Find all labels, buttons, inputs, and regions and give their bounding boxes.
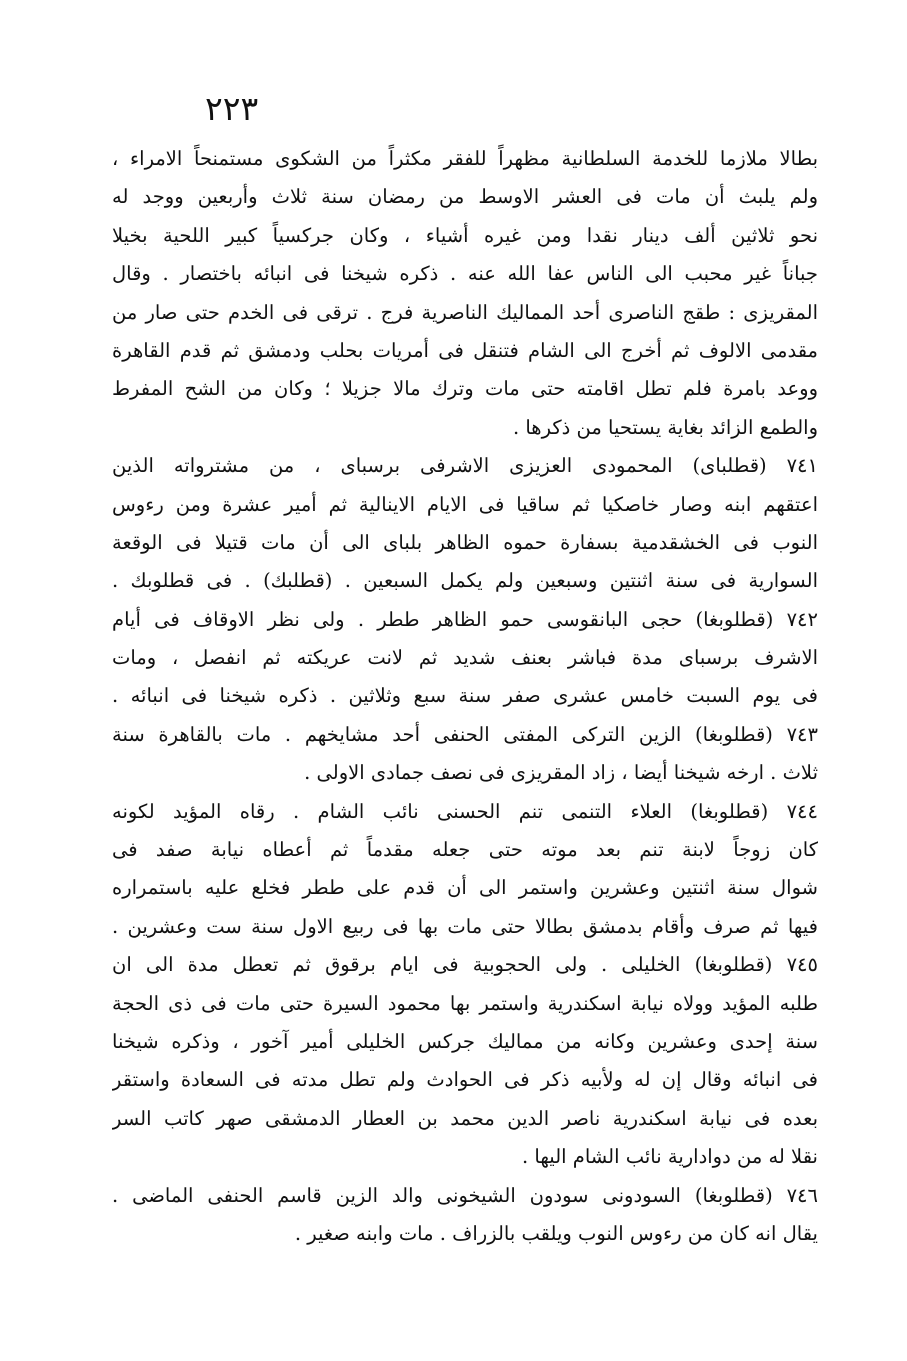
text-line: المقريزى : طقج الناصرى أحد المماليك الناصرية فرج . ترقى فى الخدم حتى صار من bbox=[112, 300, 818, 324]
text-line: نحو ثلاثين ألف دينار نقدا ومن غيره أشياء ، وكان جركسياً كبير اللحية بخيلا bbox=[112, 223, 818, 247]
text-line: والطمع الزائد بغاية يستحيا من ذكرها . bbox=[512, 415, 818, 439]
text-line: النوب فى الخشقدمية بسفارة حموه الظاهر بلباى الى أن مات قتيلا فى الوقعة bbox=[112, 530, 818, 554]
text-line: اعتقهم ابنه وصار خاصكيا ثم ساقيا فى الايام الاينالية ثم أمير عشرة ومن رءوس bbox=[112, 492, 818, 516]
text-line: طلبه المؤيد وولاه نيابة اسكندرية واستمر بها محمود السيرة حتى مات فى ذى الحجة bbox=[112, 991, 818, 1015]
text-line: السوارية فى سنة اثنتين وسبعين ولم يكمل السبعين . (قطلبك) . فى قطلوبك . bbox=[112, 569, 818, 593]
text-line: فى يوم السبت خامس عشرى صفر سنة سبع وثلاثين . ذكره شيخنا فى انبائه . bbox=[112, 684, 818, 708]
text-line: ٧٤٢ (قطلوبغا) حجى البانقوسى حمو الظاهر ططر . ولى نظر الاوقاف فى أيام bbox=[112, 607, 818, 631]
text-line: جباناً غير محبب الى الناس عفا الله عنه . ذكره شيخنا فى انبائه باختصار . وقال bbox=[112, 262, 818, 286]
text-line: ٧٤١ (قطلباى) المحمودى العزيزى الاشرفى برسباى ، من مشترواته الذين bbox=[112, 454, 818, 478]
text-line: شوال سنة اثنتين وعشرين واستمر الى أن قدم على ططر فخلع عليه باستمراره bbox=[112, 876, 818, 900]
text-line: ٧٤٥ (قطلوبغا) الخليلى . ولى الحجوبية فى ايام برقوق ثم تعطل مدة الى ان bbox=[112, 953, 818, 977]
text-line: ٧٤٦ (قطلوبغا) السودونى سودون الشيخونى والد الزين قاسم الحنفى الماضى . bbox=[112, 1183, 818, 1207]
text-line: يقال انه كان من رءوس النوب ويلقب بالزراف . مات وابنه صغير . bbox=[294, 1221, 818, 1245]
text-line: ٧٤٤ (قطلوبغا) العلاء التنمى تنم الحسنى نائب الشام . رقاه المؤيد لكونه bbox=[112, 799, 818, 823]
text-line: الاشرف برسباى مدة فباشر بعنف شديد ثم لانت عريكته ثم انفصل ، ومات bbox=[112, 646, 818, 670]
text-line: بعده فى نيابة اسكندرية ناصر الدين محمد بن العطار الدمشقى صهر كاتب السر bbox=[112, 1106, 818, 1130]
text-line: ٧٤٣ (قطلوبغا) الزين التركى المفتى الحنفى أحد مشايخهم . مات بالقاهرة سنة bbox=[112, 722, 818, 746]
body-text bbox=[112, 140, 818, 1253]
text-line: مقدمى الالوف ثم أخرج الى الشام فتنقل فى أمريات بحلب ودمشق ثم قدم القاهرة bbox=[112, 338, 818, 362]
text-line: نقلا له من دوادارية نائب الشام اليها . bbox=[521, 1145, 818, 1169]
text-line: كان زوجاً لابنة تنم بعد موته حتى جعله مقدماً ثم أعطاه نيابة صفد فى bbox=[112, 838, 818, 862]
text-line: ولم يلبث أن مات فى العشر الاوسط من رمضان سنة ثلاث وأربعين ووجد له bbox=[112, 185, 818, 209]
text-line: ووعد بامرة فلم تطل اقامته حتى مات وترك مالا جزيلا ؛ وكان من الشح المفرط bbox=[112, 377, 818, 401]
text-line: فيها ثم صرف وأقام بدمشق بطالا حتى مات بها فى ربيع الاول سنة ست وعشرين . bbox=[112, 914, 818, 938]
text-line: سنة إحدى وعشرين وكانه من مماليك جركس الخليلى أمير آخور ، وذكره شيخنا bbox=[112, 1029, 818, 1053]
text-line: بطالا ملازما للخدمة السلطانية مظهراً للفقر مكثراً من الشكوى مستمنحاً الامراء ، bbox=[112, 147, 818, 170]
page-number: ٢٢٣ bbox=[205, 89, 259, 128]
text-line: ثلاث . ارخه شيخنا أيضا ، زاد المقريزى فى نصف جمادى الاولى . bbox=[304, 761, 818, 785]
text-line: فى انبائه وقال إن له ولأبيه ذكر فى الحوادث ولم تطل مدته فى السعادة واستقر bbox=[112, 1068, 818, 1092]
